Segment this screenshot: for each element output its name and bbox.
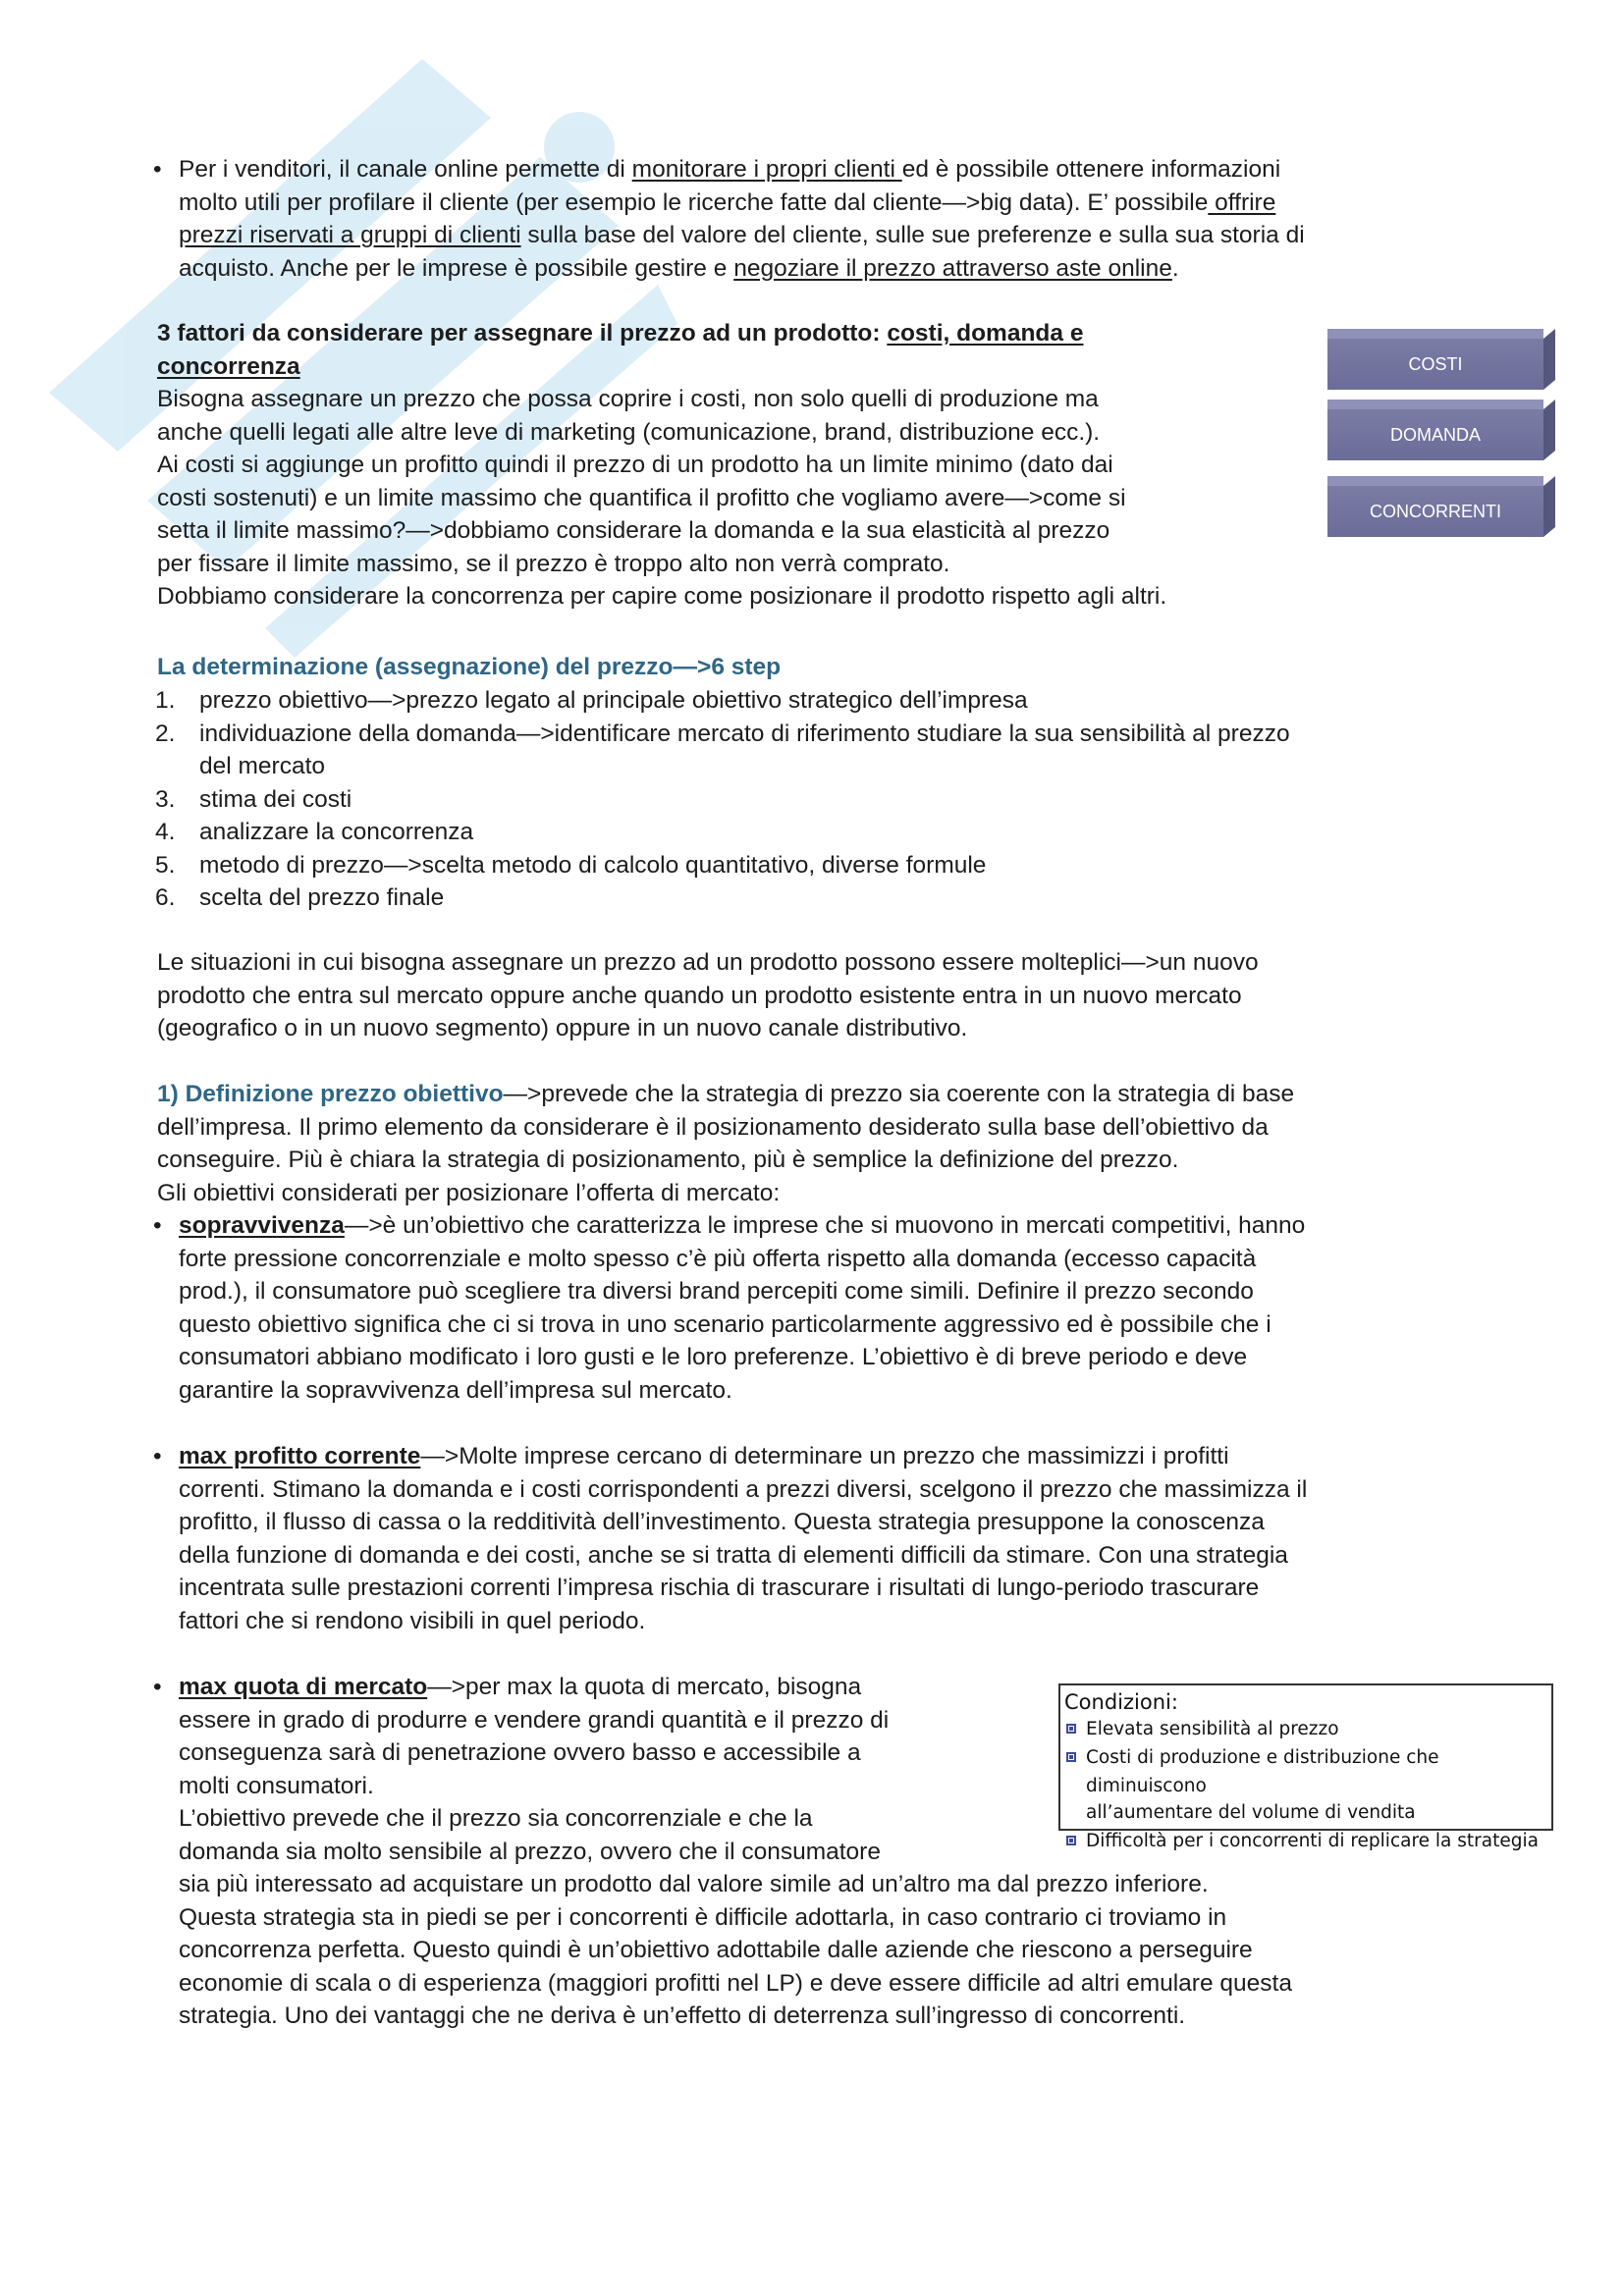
text-line: Bisogna assegnare un prezzo che possa coprire i costi, non solo quelli di produzione ma [157,386,1099,412]
objective-heading: 1) Definizione prezzo obiettivo [157,1081,504,1107]
text-line: forte pressione concorrenziale e molto spesso c’è più offerta rispetto alla domanda (eccesso capacità [179,1245,1257,1272]
bullet-icon: • [153,1212,162,1239]
text-line: domanda sia molto sensibile al prezzo, ovvero che il consumatore [179,1838,881,1865]
underlined-text: monitorare i propri clienti [631,156,902,183]
conditions-box [1058,1683,1553,1851]
text: —>per max la quota di mercato, bisogna [427,1674,862,1700]
text: acquisto. Anche per le imprese è possibile gestire e [179,254,734,282]
text: prezzo obiettivo—>prezzo legato al principale obiettivo strategico dell’impresa [199,687,1028,714]
text-line: Gli obiettivi considerati per posizionare l’offerta di mercato: [157,1179,781,1206]
underlined-text: offrire [1208,188,1276,216]
checkbox-square-icon [1066,1752,1076,1762]
max-share-title: max quota di mercato [179,1674,428,1700]
text: 3 fattori da considerare per assegnare il prezzo ad un prodotto: [157,320,888,347]
text-line: della funzione di domanda e dei costi, anche se si tratta di elementi difficili da stimare. Con una strategia [179,1541,1288,1569]
steps-heading: La determinazione (assegnazione) del prezzo—>6 step [157,654,782,680]
list-item [155,718,1490,783]
box-label: COSTI [1327,339,1543,390]
max-profit-title: max profitto corrente [179,1443,421,1469]
text-line: anche quelli legati alle altre leve di marketing (comunicazione, brand, distribuzione ecc.). [157,418,1101,446]
list-item [155,783,1490,817]
text: del mercato [199,753,326,779]
list-number: 5. [155,851,176,879]
factors-heading [157,317,1247,350]
factors-section [157,317,1247,614]
text: analizzare la concorrenza [199,819,474,845]
text: individuazione della domanda—>identificare mercato di riferimento studiare la sua sensibilità al prezzo [199,720,1290,747]
text-line: conseguenza sarà di penetrazione ovvero basso e accessibile a [179,1739,861,1766]
list-number: 6. [155,884,176,911]
text-line: Questa strategia sta in piedi se per i concorrenti è difficile adottarla, in caso contrario ci troviamo in [179,1903,1227,1931]
underlined-text: prezzi riservati a gruppi di clienti [179,222,521,248]
bullet-icon: • [153,1443,162,1469]
text-line: costi sostenuti) e un limite massimo che quantifica il profitto che vogliamo avere—>come si [157,484,1126,511]
text-line: profitto, il flusso di cassa o la redditività dell’investimento. Questa strategia presuppone la conoscenza [179,1509,1265,1535]
underlined-text: concorrenza [157,352,300,380]
text: scelta del prezzo finale [199,884,445,911]
text: ed è possibile ottenere informazioni [901,156,1281,183]
text-line: setta il limite massimo?—>dobbiamo considerare la domanda e la sua elasticità al prezzo [157,517,1110,544]
situations-paragraph [157,946,1483,1045]
text-line: molti consumatori. [179,1772,374,1799]
text-line: questo obiettivo significa che ci si trova in uno scenario particolarmente aggressivo ed è possibile che i [179,1310,1271,1338]
box-top [1327,329,1543,339]
text: —>prevede che la strategia di prezzo sia coerente con la strategia di base [503,1081,1295,1107]
list-item [1064,1715,1547,1743]
text-line: garantire la sopravvivenza dell’impresa sul mercato. [179,1376,732,1404]
survival-paragraph [179,1209,1494,1407]
box-top [1327,476,1543,486]
list-item [155,816,1490,849]
box-side [1543,400,1555,460]
list-item [155,849,1490,882]
list-item [155,881,1490,915]
text-line: Dobbiamo considerare la concorrenza per capire come posizionare il prodotto rispetto agli altri. [157,583,1167,610]
text: Costi di produzione e distribuzione che diminuiscono [1086,1747,1439,1796]
survival-title: sopravvivenza [179,1212,345,1239]
underlined-text: costi, domanda e [887,320,1084,347]
text-line: essere in grado di produrre e vendere grandi quantità e il prezzo di [179,1706,890,1734]
text: Difficoltà per i concorrenti di replicare la strategia [1086,1831,1539,1851]
text-line: sia più interessato ad acquistare un prodotto dal valore simile ad un’altro ma dal prezzo inferiore. [179,1871,1209,1897]
list-number: 3. [155,785,176,813]
list-number: 4. [155,819,176,845]
list-item [1064,1827,1547,1855]
text-line: strategia. Uno dei vantaggi che ne deriva è un’effetto di deterrenza sull’ingresso di concorrenti. [179,2002,1186,2029]
list-item [1064,1743,1547,1800]
text-line: incentrata sulle prestazioni correnti l’impresa rischia di trascurare i risultati di lungo-periodo trascurare [179,1575,1260,1601]
bullet-icon: • [153,1674,162,1700]
text: —>Molte imprese cercano di determinare un prezzo che massimizzi i profitti [420,1443,1229,1469]
text: stima dei costi [199,785,352,813]
text-line: concorrenza perfetta. Questo quindi è un’obiettivo adottabile dalle aziende che riescono a perseguire [179,1937,1253,1963]
text: Per i venditori, il canale online permette di [179,156,632,183]
text: molto utili per profilare il cliente (per esempio le ricerche fatte dal cliente—>big data). E’ possibile [179,188,1209,216]
box-side [1543,476,1555,537]
text-line: per fissare il limite massimo, se il prezzo è troppo alto non verrà comprato. [157,550,950,577]
box-label: CONCORRENTI [1327,486,1543,537]
box-top [1327,400,1543,409]
steps-list [155,684,1490,915]
text: Elevata sensibilità al prezzo [1086,1719,1339,1739]
list-number: 2. [155,720,176,747]
online-channel-paragraph [179,153,1494,285]
text: all’aumentare del volume di vendita [1086,1802,1416,1823]
text-line: economie di scala o di esperienza (maggiori profitti nel LP) e deve essere difficile ad altri emulare questa [179,1969,1292,1997]
text-line: fattori che si rendono visibili in quel periodo. [179,1607,646,1634]
max-profit-paragraph [179,1440,1494,1637]
checkbox-square-icon [1066,1724,1076,1734]
list-item-continuation [1064,1798,1547,1827]
text-line: dell’impresa. Il primo elemento da considerare è il posizionamento desiderato sulla base dell’obiettivo da [157,1113,1269,1141]
list-number: 1. [155,687,176,714]
underlined-text: negoziare il prezzo attraverso aste online [733,254,1172,282]
box-label: DOMANDA [1327,409,1543,460]
text-line: correnti. Stimano la domanda e i costi corrispondenti a prezzi diversi, scelgono il prezzo che massimizza il [179,1475,1308,1503]
bullet-icon: • [153,156,162,183]
conditions-title: Condizioni: [1064,1690,1178,1714]
text-line: Le situazioni in cui bisogna assegnare un prezzo ad un prodotto possono essere molteplici—>un nuovo [157,949,1259,976]
text-line: (geografico o in un nuovo segmento) oppure in un nuovo canale distributivo. [157,1015,968,1041]
text: —>è un’obiettivo che caratterizza le imprese che si muovono in mercati competitivi, hanno [344,1212,1306,1239]
box-side [1543,329,1555,390]
text-line: prod.), il consumatore può scegliere tra diversi brand percepiti come simili. Definire il prezzo secondo [179,1278,1254,1305]
checkbox-square-icon [1066,1836,1076,1845]
text: sulla base del valore del cliente, sulle sue preferenze e sulla sua storia di [520,222,1305,248]
text-line: L’obiettivo prevede che il prezzo sia concorrenziale e che la [179,1805,813,1832]
text-line: consumatori abbiano modificato i loro gusti e le loro preferenze. L’obiettivo è di breve periodo e deve [179,1344,1248,1370]
text: . [1171,254,1179,282]
text-line: Ai costi si aggiunge un profitto quindi il prezzo di un prodotto ha un limite minimo (dato dai [157,452,1113,478]
list-item [155,684,1490,718]
text: metodo di prezzo—>scelta metodo di calcolo quantitativo, diverse formule [199,851,987,879]
objective-paragraph [157,1078,1483,1209]
text-line: prodotto che entra sul mercato oppure anche quando un prodotto esistente entra in un nuovo mercato [157,982,1242,1009]
text-line: conseguire. Più è chiara la strategia di posizionamento, più è semplice la definizione del prezzo. [157,1147,1179,1173]
